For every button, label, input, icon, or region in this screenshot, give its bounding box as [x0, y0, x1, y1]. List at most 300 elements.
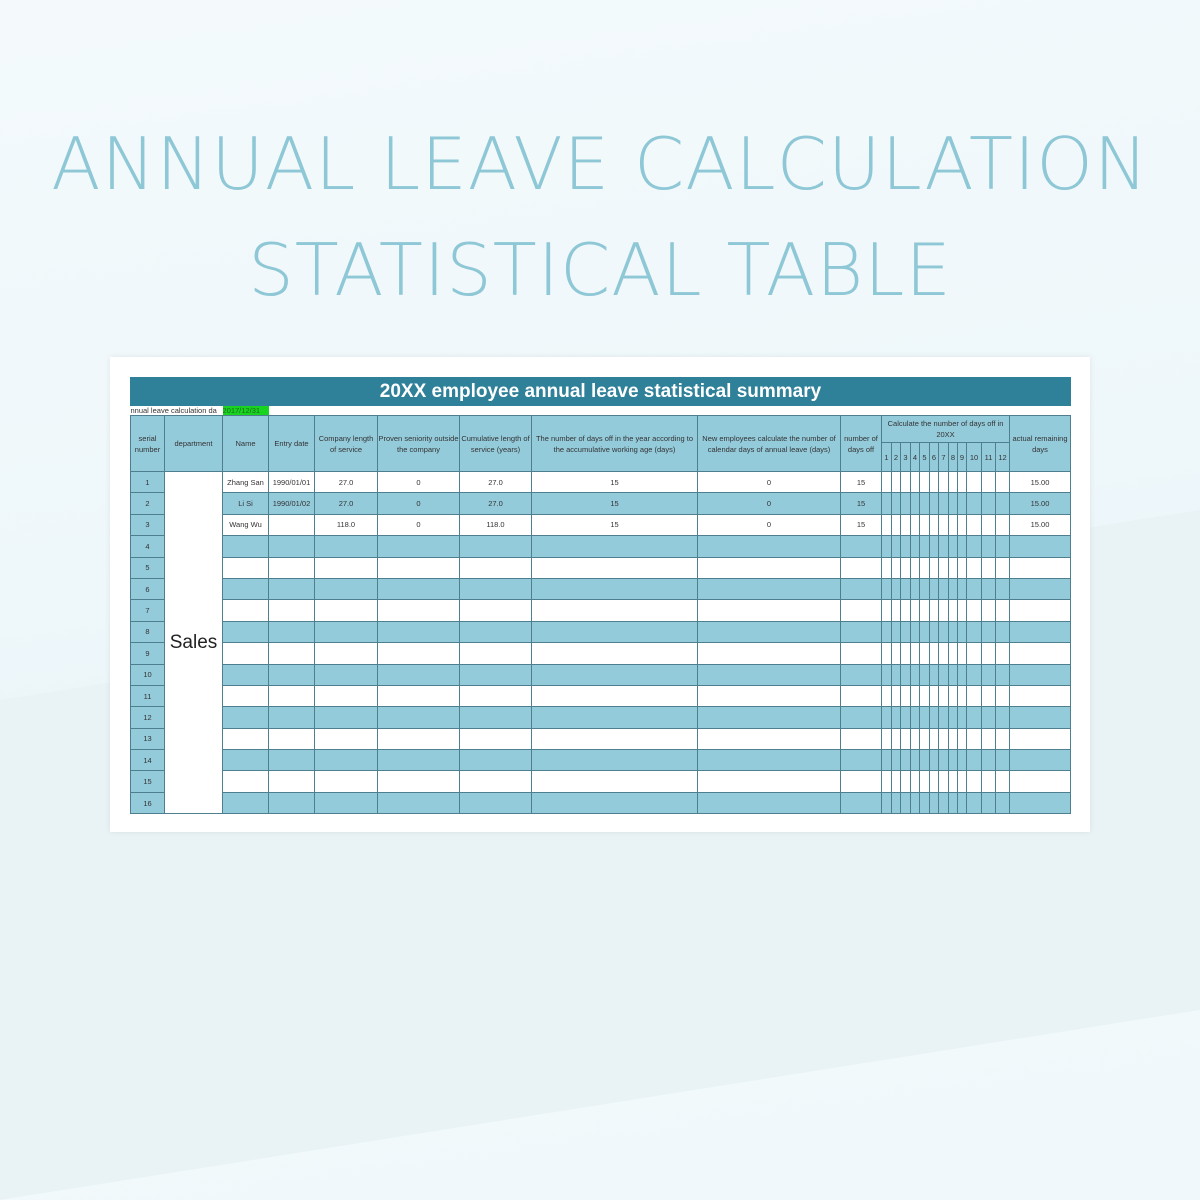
- cell-month-12[interactable]: [996, 643, 1010, 664]
- cell-month-1[interactable]: [882, 472, 892, 493]
- cell-serial[interactable]: 6: [131, 578, 165, 599]
- cell-month-4[interactable]: [911, 664, 920, 685]
- cell-days-year[interactable]: [532, 685, 698, 706]
- cell-month-4[interactable]: [911, 792, 920, 813]
- cell-month-3[interactable]: [901, 472, 911, 493]
- cell-month-5[interactable]: [920, 557, 930, 578]
- cell-serial[interactable]: 3: [131, 514, 165, 535]
- cell-proven[interactable]: [378, 685, 460, 706]
- cell-name[interactable]: [223, 728, 269, 749]
- cell-month-3[interactable]: [901, 600, 911, 621]
- cell-new-emp[interactable]: [698, 557, 841, 578]
- cell-days-year[interactable]: [532, 536, 698, 557]
- cell-entry[interactable]: 1990/01/01: [269, 472, 315, 493]
- cell-proven[interactable]: [378, 557, 460, 578]
- cell-company-len[interactable]: [315, 664, 378, 685]
- cell-month-2[interactable]: [892, 472, 901, 493]
- cell-entry[interactable]: [269, 557, 315, 578]
- cell-new-emp[interactable]: [698, 771, 841, 792]
- cell-month-6[interactable]: [930, 685, 939, 706]
- cell-month-3[interactable]: [901, 792, 911, 813]
- cell-month-5[interactable]: [920, 493, 930, 514]
- cell-month-12[interactable]: [996, 728, 1010, 749]
- cell-days-year[interactable]: [532, 578, 698, 599]
- cell-month-11[interactable]: [982, 557, 996, 578]
- cell-month-6[interactable]: [930, 643, 939, 664]
- cell-days-off[interactable]: 15: [841, 514, 882, 535]
- cell-month-6[interactable]: [930, 514, 939, 535]
- cell-entry[interactable]: [269, 685, 315, 706]
- cell-days-off[interactable]: [841, 728, 882, 749]
- cell-remaining[interactable]: 15.00: [1010, 472, 1071, 493]
- cell-proven[interactable]: [378, 578, 460, 599]
- cell-month-10[interactable]: [967, 664, 982, 685]
- cell-month-11[interactable]: [982, 514, 996, 535]
- cell-remaining[interactable]: [1010, 578, 1071, 599]
- cell-cumulative[interactable]: [460, 750, 532, 771]
- cell-company-len[interactable]: [315, 750, 378, 771]
- cell-month-1[interactable]: [882, 664, 892, 685]
- cell-month-4[interactable]: [911, 685, 920, 706]
- cell-remaining[interactable]: [1010, 621, 1071, 642]
- cell-name[interactable]: [223, 600, 269, 621]
- cell-entry[interactable]: [269, 792, 315, 813]
- cell-month-12[interactable]: [996, 771, 1010, 792]
- cell-month-4[interactable]: [911, 493, 920, 514]
- cell-month-9[interactable]: [958, 621, 967, 642]
- cell-month-1[interactable]: [882, 557, 892, 578]
- cell-entry[interactable]: [269, 728, 315, 749]
- cell-month-11[interactable]: [982, 707, 996, 728]
- cell-cumulative[interactable]: 118.0: [460, 514, 532, 535]
- cell-month-9[interactable]: [958, 792, 967, 813]
- cell-month-11[interactable]: [982, 621, 996, 642]
- cell-days-year[interactable]: 15: [532, 514, 698, 535]
- cell-month-1[interactable]: [882, 600, 892, 621]
- cell-month-3[interactable]: [901, 707, 911, 728]
- cell-remaining[interactable]: [1010, 728, 1071, 749]
- cell-month-12[interactable]: [996, 514, 1010, 535]
- cell-serial[interactable]: 5: [131, 557, 165, 578]
- cell-month-7[interactable]: [939, 771, 949, 792]
- cell-month-4[interactable]: [911, 707, 920, 728]
- cell-month-11[interactable]: [982, 664, 996, 685]
- cell-name[interactable]: [223, 707, 269, 728]
- calculation-date[interactable]: 2017/12/31: [223, 406, 269, 416]
- cell-month-12[interactable]: [996, 750, 1010, 771]
- cell-month-7[interactable]: [939, 493, 949, 514]
- cell-month-2[interactable]: [892, 771, 901, 792]
- cell-month-6[interactable]: [930, 536, 939, 557]
- cell-month-5[interactable]: [920, 771, 930, 792]
- cell-company-len[interactable]: 27.0: [315, 493, 378, 514]
- cell-proven[interactable]: [378, 750, 460, 771]
- cell-new-emp[interactable]: [698, 685, 841, 706]
- cell-remaining[interactable]: [1010, 557, 1071, 578]
- cell-cumulative[interactable]: [460, 557, 532, 578]
- cell-month-3[interactable]: [901, 578, 911, 599]
- cell-new-emp[interactable]: [698, 578, 841, 599]
- cell-month-1[interactable]: [882, 514, 892, 535]
- cell-month-11[interactable]: [982, 728, 996, 749]
- cell-month-9[interactable]: [958, 578, 967, 599]
- cell-new-emp[interactable]: [698, 536, 841, 557]
- cell-remaining[interactable]: [1010, 707, 1071, 728]
- cell-month-3[interactable]: [901, 536, 911, 557]
- cell-new-emp[interactable]: [698, 707, 841, 728]
- cell-month-5[interactable]: [920, 664, 930, 685]
- cell-new-emp[interactable]: [698, 600, 841, 621]
- cell-days-off[interactable]: [841, 621, 882, 642]
- cell-month-7[interactable]: [939, 578, 949, 599]
- cell-month-8[interactable]: [949, 578, 958, 599]
- cell-name[interactable]: Wang Wu: [223, 514, 269, 535]
- cell-cumulative[interactable]: [460, 728, 532, 749]
- cell-month-5[interactable]: [920, 728, 930, 749]
- cell-month-2[interactable]: [892, 707, 901, 728]
- cell-month-9[interactable]: [958, 707, 967, 728]
- cell-month-12[interactable]: [996, 621, 1010, 642]
- cell-month-12[interactable]: [996, 664, 1010, 685]
- cell-month-1[interactable]: [882, 493, 892, 514]
- cell-month-2[interactable]: [892, 578, 901, 599]
- cell-month-10[interactable]: [967, 621, 982, 642]
- cell-month-9[interactable]: [958, 600, 967, 621]
- cell-month-10[interactable]: [967, 557, 982, 578]
- cell-entry[interactable]: [269, 621, 315, 642]
- cell-month-12[interactable]: [996, 792, 1010, 813]
- cell-month-7[interactable]: [939, 685, 949, 706]
- cell-month-9[interactable]: [958, 750, 967, 771]
- cell-days-year[interactable]: [532, 600, 698, 621]
- cell-month-2[interactable]: [892, 514, 901, 535]
- cell-remaining[interactable]: [1010, 664, 1071, 685]
- cell-days-year[interactable]: [532, 792, 698, 813]
- cell-month-4[interactable]: [911, 536, 920, 557]
- cell-month-8[interactable]: [949, 750, 958, 771]
- cell-month-11[interactable]: [982, 493, 996, 514]
- cell-serial[interactable]: 4: [131, 536, 165, 557]
- cell-remaining[interactable]: [1010, 600, 1071, 621]
- cell-month-3[interactable]: [901, 664, 911, 685]
- cell-month-1[interactable]: [882, 685, 892, 706]
- cell-serial[interactable]: 13: [131, 728, 165, 749]
- cell-new-emp[interactable]: [698, 664, 841, 685]
- cell-month-11[interactable]: [982, 578, 996, 599]
- cell-company-len[interactable]: [315, 707, 378, 728]
- cell-month-7[interactable]: [939, 514, 949, 535]
- cell-cumulative[interactable]: [460, 578, 532, 599]
- cell-new-emp[interactable]: [698, 728, 841, 749]
- cell-month-3[interactable]: [901, 750, 911, 771]
- cell-month-8[interactable]: [949, 557, 958, 578]
- cell-month-10[interactable]: [967, 707, 982, 728]
- cell-month-5[interactable]: [920, 472, 930, 493]
- cell-month-9[interactable]: [958, 472, 967, 493]
- cell-days-off[interactable]: [841, 792, 882, 813]
- cell-month-4[interactable]: [911, 472, 920, 493]
- cell-proven[interactable]: [378, 643, 460, 664]
- cell-company-len[interactable]: [315, 557, 378, 578]
- cell-month-7[interactable]: [939, 664, 949, 685]
- cell-month-12[interactable]: [996, 472, 1010, 493]
- cell-month-5[interactable]: [920, 600, 930, 621]
- cell-remaining[interactable]: [1010, 750, 1071, 771]
- cell-month-5[interactable]: [920, 578, 930, 599]
- cell-serial[interactable]: 16: [131, 792, 165, 813]
- cell-cumulative[interactable]: [460, 792, 532, 813]
- cell-name[interactable]: [223, 750, 269, 771]
- cell-month-7[interactable]: [939, 643, 949, 664]
- cell-days-off[interactable]: [841, 707, 882, 728]
- cell-month-9[interactable]: [958, 643, 967, 664]
- cell-days-off[interactable]: [841, 643, 882, 664]
- cell-cumulative[interactable]: 27.0: [460, 472, 532, 493]
- cell-month-10[interactable]: [967, 514, 982, 535]
- cell-month-3[interactable]: [901, 493, 911, 514]
- cell-month-10[interactable]: [967, 771, 982, 792]
- cell-month-6[interactable]: [930, 493, 939, 514]
- cell-entry[interactable]: [269, 600, 315, 621]
- cell-remaining[interactable]: [1010, 771, 1071, 792]
- cell-month-12[interactable]: [996, 707, 1010, 728]
- cell-month-6[interactable]: [930, 728, 939, 749]
- cell-month-12[interactable]: [996, 685, 1010, 706]
- cell-proven[interactable]: 0: [378, 472, 460, 493]
- cell-name[interactable]: [223, 536, 269, 557]
- cell-name[interactable]: [223, 621, 269, 642]
- cell-company-len[interactable]: [315, 792, 378, 813]
- cell-department[interactable]: Sales: [165, 472, 223, 814]
- cell-month-1[interactable]: [882, 750, 892, 771]
- cell-entry[interactable]: [269, 664, 315, 685]
- cell-month-12[interactable]: [996, 493, 1010, 514]
- cell-cumulative[interactable]: [460, 600, 532, 621]
- cell-month-8[interactable]: [949, 514, 958, 535]
- cell-month-4[interactable]: [911, 643, 920, 664]
- cell-company-len[interactable]: 27.0: [315, 472, 378, 493]
- cell-month-8[interactable]: [949, 621, 958, 642]
- cell-month-1[interactable]: [882, 643, 892, 664]
- cell-month-2[interactable]: [892, 685, 901, 706]
- cell-month-7[interactable]: [939, 750, 949, 771]
- cell-month-3[interactable]: [901, 728, 911, 749]
- cell-month-9[interactable]: [958, 685, 967, 706]
- cell-month-5[interactable]: [920, 536, 930, 557]
- cell-company-len[interactable]: [315, 600, 378, 621]
- cell-month-2[interactable]: [892, 621, 901, 642]
- cell-proven[interactable]: [378, 792, 460, 813]
- cell-cumulative[interactable]: [460, 536, 532, 557]
- cell-month-10[interactable]: [967, 728, 982, 749]
- cell-days-off[interactable]: [841, 685, 882, 706]
- cell-serial[interactable]: 7: [131, 600, 165, 621]
- cell-month-2[interactable]: [892, 600, 901, 621]
- cell-month-9[interactable]: [958, 728, 967, 749]
- cell-days-off[interactable]: [841, 771, 882, 792]
- cell-proven[interactable]: [378, 600, 460, 621]
- cell-entry[interactable]: [269, 514, 315, 535]
- cell-cumulative[interactable]: 27.0: [460, 493, 532, 514]
- cell-month-11[interactable]: [982, 771, 996, 792]
- cell-new-emp[interactable]: 0: [698, 472, 841, 493]
- cell-month-5[interactable]: [920, 750, 930, 771]
- cell-company-len[interactable]: [315, 621, 378, 642]
- cell-month-2[interactable]: [892, 643, 901, 664]
- cell-month-9[interactable]: [958, 664, 967, 685]
- cell-month-6[interactable]: [930, 750, 939, 771]
- cell-days-year[interactable]: [532, 707, 698, 728]
- cell-month-9[interactable]: [958, 493, 967, 514]
- cell-month-7[interactable]: [939, 792, 949, 813]
- cell-month-8[interactable]: [949, 600, 958, 621]
- cell-month-5[interactable]: [920, 621, 930, 642]
- cell-cumulative[interactable]: [460, 707, 532, 728]
- cell-month-1[interactable]: [882, 771, 892, 792]
- cell-month-4[interactable]: [911, 728, 920, 749]
- cell-month-7[interactable]: [939, 707, 949, 728]
- cell-name[interactable]: [223, 771, 269, 792]
- cell-days-off[interactable]: 15: [841, 493, 882, 514]
- cell-month-10[interactable]: [967, 472, 982, 493]
- cell-month-2[interactable]: [892, 664, 901, 685]
- cell-new-emp[interactable]: 0: [698, 514, 841, 535]
- cell-proven[interactable]: [378, 728, 460, 749]
- cell-cumulative[interactable]: [460, 685, 532, 706]
- cell-days-year[interactable]: [532, 621, 698, 642]
- cell-entry[interactable]: [269, 578, 315, 599]
- cell-month-6[interactable]: [930, 557, 939, 578]
- cell-days-off[interactable]: 15: [841, 472, 882, 493]
- cell-serial[interactable]: 14: [131, 750, 165, 771]
- cell-days-year[interactable]: [532, 771, 698, 792]
- cell-month-8[interactable]: [949, 643, 958, 664]
- cell-entry[interactable]: [269, 643, 315, 664]
- cell-month-11[interactable]: [982, 600, 996, 621]
- cell-month-1[interactable]: [882, 792, 892, 813]
- cell-name[interactable]: [223, 664, 269, 685]
- cell-month-11[interactable]: [982, 536, 996, 557]
- cell-name[interactable]: [223, 557, 269, 578]
- cell-serial[interactable]: 10: [131, 664, 165, 685]
- cell-month-12[interactable]: [996, 578, 1010, 599]
- cell-new-emp[interactable]: [698, 621, 841, 642]
- cell-days-off[interactable]: [841, 664, 882, 685]
- cell-new-emp[interactable]: [698, 792, 841, 813]
- cell-serial[interactable]: 11: [131, 685, 165, 706]
- cell-entry[interactable]: [269, 536, 315, 557]
- cell-days-off[interactable]: [841, 750, 882, 771]
- cell-month-8[interactable]: [949, 472, 958, 493]
- cell-days-year[interactable]: [532, 750, 698, 771]
- cell-name[interactable]: [223, 643, 269, 664]
- cell-month-4[interactable]: [911, 578, 920, 599]
- cell-remaining[interactable]: [1010, 643, 1071, 664]
- cell-month-3[interactable]: [901, 771, 911, 792]
- cell-month-6[interactable]: [930, 472, 939, 493]
- cell-month-9[interactable]: [958, 557, 967, 578]
- cell-proven[interactable]: [378, 707, 460, 728]
- cell-serial[interactable]: 2: [131, 493, 165, 514]
- cell-company-len[interactable]: [315, 578, 378, 599]
- cell-month-3[interactable]: [901, 557, 911, 578]
- cell-month-5[interactable]: [920, 643, 930, 664]
- cell-month-11[interactable]: [982, 750, 996, 771]
- cell-month-1[interactable]: [882, 536, 892, 557]
- cell-company-len[interactable]: [315, 643, 378, 664]
- cell-serial[interactable]: 12: [131, 707, 165, 728]
- cell-name[interactable]: Zhang San: [223, 472, 269, 493]
- cell-month-3[interactable]: [901, 514, 911, 535]
- cell-month-1[interactable]: [882, 621, 892, 642]
- cell-remaining[interactable]: [1010, 792, 1071, 813]
- cell-month-8[interactable]: [949, 771, 958, 792]
- cell-company-len[interactable]: [315, 685, 378, 706]
- cell-remaining[interactable]: 15.00: [1010, 514, 1071, 535]
- cell-name[interactable]: [223, 792, 269, 813]
- cell-month-6[interactable]: [930, 621, 939, 642]
- cell-serial[interactable]: 15: [131, 771, 165, 792]
- cell-days-off[interactable]: [841, 600, 882, 621]
- cell-proven[interactable]: [378, 536, 460, 557]
- cell-month-10[interactable]: [967, 600, 982, 621]
- cell-month-1[interactable]: [882, 707, 892, 728]
- cell-remaining[interactable]: [1010, 536, 1071, 557]
- cell-days-year[interactable]: [532, 728, 698, 749]
- cell-days-off[interactable]: [841, 536, 882, 557]
- cell-month-9[interactable]: [958, 771, 967, 792]
- cell-company-len[interactable]: 118.0: [315, 514, 378, 535]
- cell-month-7[interactable]: [939, 600, 949, 621]
- cell-entry[interactable]: [269, 771, 315, 792]
- cell-month-10[interactable]: [967, 493, 982, 514]
- cell-month-4[interactable]: [911, 621, 920, 642]
- cell-month-10[interactable]: [967, 792, 982, 813]
- cell-month-12[interactable]: [996, 557, 1010, 578]
- cell-month-4[interactable]: [911, 600, 920, 621]
- cell-month-2[interactable]: [892, 750, 901, 771]
- cell-remaining[interactable]: [1010, 685, 1071, 706]
- cell-month-8[interactable]: [949, 685, 958, 706]
- cell-name[interactable]: [223, 578, 269, 599]
- cell-month-3[interactable]: [901, 621, 911, 642]
- cell-month-7[interactable]: [939, 621, 949, 642]
- cell-month-9[interactable]: [958, 514, 967, 535]
- cell-month-6[interactable]: [930, 707, 939, 728]
- cell-remaining[interactable]: 15.00: [1010, 493, 1071, 514]
- cell-month-6[interactable]: [930, 771, 939, 792]
- cell-days-year[interactable]: [532, 643, 698, 664]
- cell-proven[interactable]: 0: [378, 493, 460, 514]
- cell-month-4[interactable]: [911, 557, 920, 578]
- cell-entry[interactable]: [269, 707, 315, 728]
- cell-proven[interactable]: [378, 771, 460, 792]
- cell-serial[interactable]: 8: [131, 621, 165, 642]
- cell-month-2[interactable]: [892, 557, 901, 578]
- cell-days-off[interactable]: [841, 557, 882, 578]
- cell-month-8[interactable]: [949, 493, 958, 514]
- cell-cumulative[interactable]: [460, 771, 532, 792]
- cell-entry[interactable]: [269, 750, 315, 771]
- cell-days-off[interactable]: [841, 578, 882, 599]
- cell-month-1[interactable]: [882, 728, 892, 749]
- cell-company-len[interactable]: [315, 728, 378, 749]
- cell-month-7[interactable]: [939, 728, 949, 749]
- cell-days-year[interactable]: [532, 557, 698, 578]
- cell-month-5[interactable]: [920, 514, 930, 535]
- cell-month-9[interactable]: [958, 536, 967, 557]
- cell-month-10[interactable]: [967, 685, 982, 706]
